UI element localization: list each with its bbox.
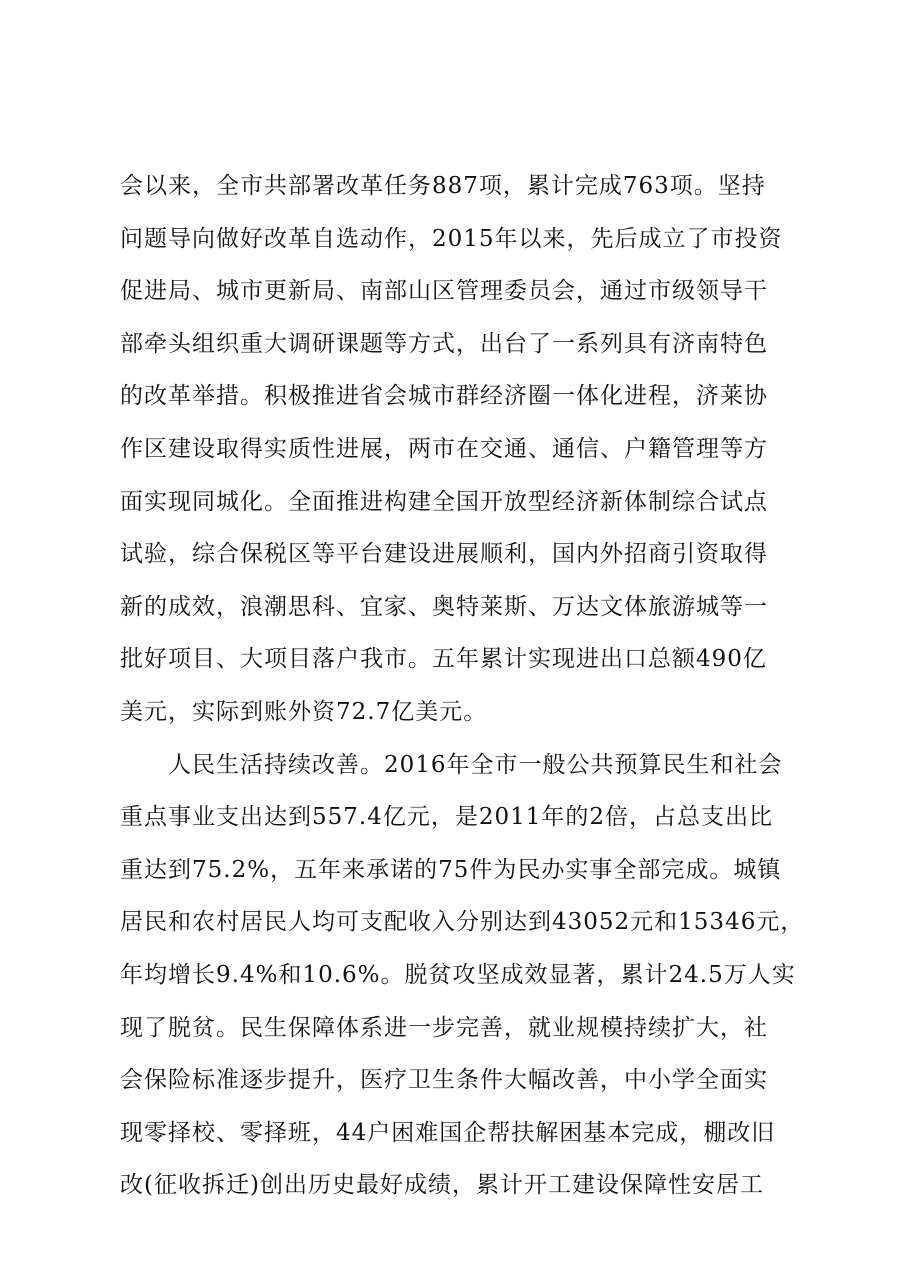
- text-line: 的改革举措。积极推进省会城市群经济圈一体化进程，济莱协: [120, 383, 768, 410]
- text-line: 年均增长9.4%和10.6%。脱贫攻坚成效显著，累计24.5万人实: [120, 961, 796, 988]
- paragraph-living-standards: [120, 739, 810, 1212]
- text-line: 会以来，全市共部署改革任务887项，累计完成763项。坚持: [120, 173, 766, 199]
- text-line: 重点事业支出达到557.4亿元，是2011年的2倍，占总支出比: [120, 804, 774, 831]
- body-text: [120, 160, 810, 1212]
- text-line: 面实现同城化。全面推进构建全国开放型经济新体制综合试点: [120, 488, 768, 515]
- text-line: 问题导向做好改革自选动作，2015年以来，先后成立了市投资: [120, 225, 783, 252]
- text-line: 居民和农村居民人均可支配收入分别达到43052元和15346元，: [120, 909, 805, 936]
- text-line: 新的成效，浪潮思科、宜家、奥特莱斯、万达文体旅游城等一: [120, 593, 768, 620]
- paragraph-reform-opening: [120, 160, 810, 739]
- text-line: 试验，综合保税区等平台建设进展顺利，国内外招商引资取得: [120, 541, 768, 568]
- text-line: 作区建设取得实质性进展，两市在交通、通信、户籍管理等方: [120, 435, 768, 462]
- text-line: 重达到75.2%，五年来承诺的75件为民办实事全部完成。城镇: [120, 856, 782, 883]
- text-line: 改(征收拆迁)创出历史最好成绩，累计开工建设保障性安居工: [120, 1172, 764, 1199]
- text-line: 现零择校、零择班，44户困难国企帮扶解困基本完成，棚改旧: [120, 1119, 776, 1146]
- text-line: 现了脱贫。民生保障体系进一步完善，就业规模持续扩大，社: [120, 1014, 768, 1041]
- text-line: 会保险标准逐步提升，医疗卫生条件大幅改善，中小学全面实: [120, 1067, 768, 1094]
- text-line-first-indented: 人民生活持续改善。2016年全市一般公共预算民生和社会: [168, 751, 783, 778]
- text-line: 部牵头组织重大调研课题等方式，出台了一系列具有济南特色: [120, 330, 768, 357]
- text-line: 促进局、城市更新局、南部山区管理委员会，通过市级领导干: [120, 278, 768, 305]
- text-line: 批好项目、大项目落户我市。五年累计实现进出口总额490亿: [120, 646, 767, 673]
- text-line: 美元，实际到账外资72.7亿美元。: [120, 698, 488, 725]
